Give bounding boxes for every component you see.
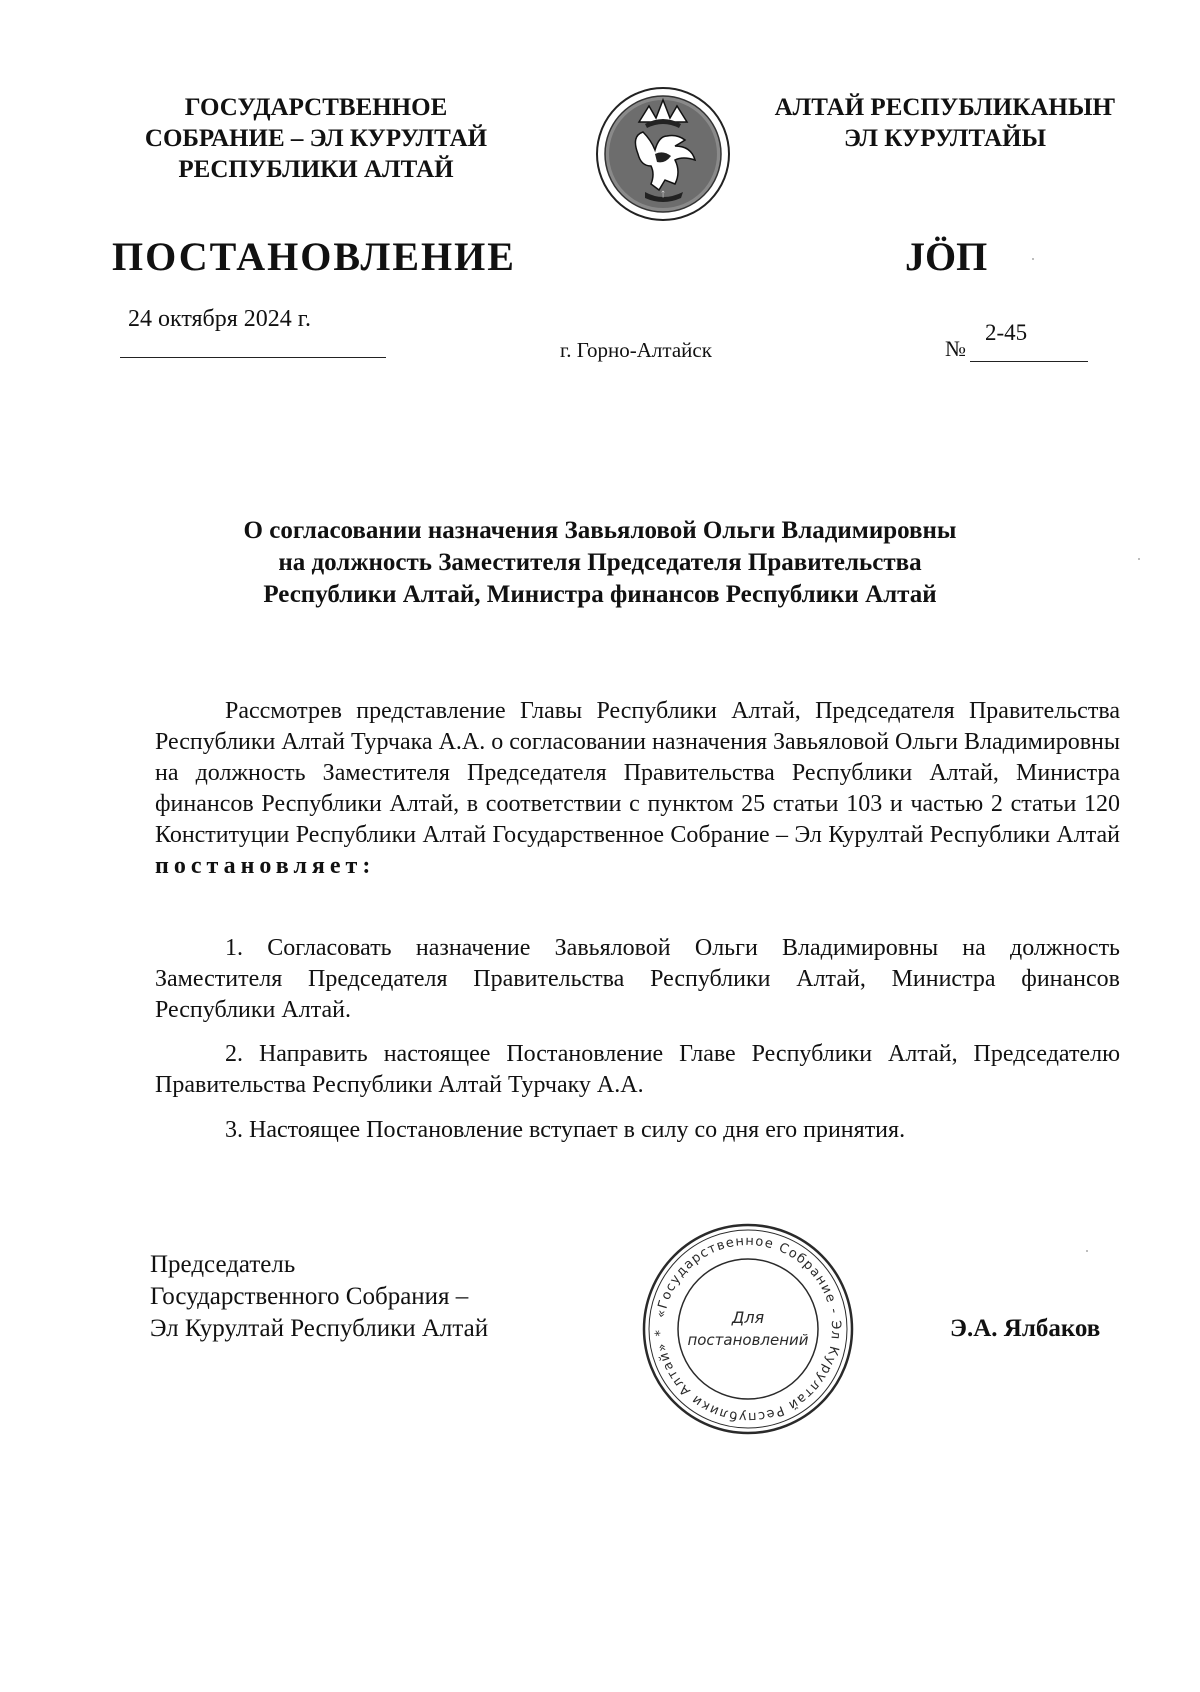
seal-center-text: Для xyxy=(731,1308,765,1327)
document-type-altai: JÖП xyxy=(905,234,988,279)
org-name-line: РЕСПУБЛИКИ АЛТАЙ xyxy=(178,156,454,183)
org-name-russian xyxy=(108,92,524,185)
signer-position-line: Председатель xyxy=(150,1251,296,1278)
coat-of-arms-icon xyxy=(593,84,733,224)
preamble-text: Рассмотрев представление Главы Республики Алтай, Председателя Правительства Республики Алтай Турчака А.А. о согласовании назначения Завьяловой Ольги Владимировны на должность Заместителя Председателя Правительства Республики Алтай, Министра финансов Республики Алтай, в соответствии с пунктом 25 статьи 103 и частью 2 статьи 120 Конституции Республики Алтай Государственное Собрание – Эл Курултай Республики Алтай xyxy=(155,698,1120,848)
preamble-paragraph xyxy=(155,696,1120,882)
signer-name: Э.А. Ялбаков xyxy=(950,1315,1101,1342)
document-type-russian: ПОСТАНОВЛЕНИЕ xyxy=(112,234,516,279)
resolution-item-3: 3. Настоящее Постановление вступает в силу со дня его принятия. xyxy=(225,1117,906,1143)
seal-center-text: постановлений xyxy=(687,1331,809,1349)
org-name-altai xyxy=(755,92,1135,154)
document-title xyxy=(140,515,1060,611)
scan-speck xyxy=(1032,258,1034,260)
document-number: 2-45 xyxy=(985,320,1028,345)
seal-ring-text: «Государственное Собрание - Эл Курултай Республики Алтай» * xyxy=(652,1233,844,1425)
scan-speck xyxy=(1138,558,1140,560)
date-underline xyxy=(120,357,386,358)
scan-speck xyxy=(1086,1250,1088,1252)
org-name-line: АЛТАЙ РЕСПУБЛИКАНЫҤ xyxy=(774,94,1116,121)
document-city: г. Горно-Алтайск xyxy=(560,338,712,362)
official-seal-stamp xyxy=(638,1219,858,1439)
org-name-line: ЭЛ КУРУЛТАЙЫ xyxy=(843,125,1047,152)
title-line: О согласовании назначения Завьяловой Ольги Владимировны xyxy=(243,517,957,544)
org-name-line: ГОСУДАРСТВЕННОЕ xyxy=(184,94,448,121)
resolution-item-1: 1. Согласовать назначение Завьяловой Ольги Владимировны на должность Заместителя Председателя Правительства Республики Алтай, Министра финансов Республики Алтай. xyxy=(155,935,1120,1023)
signer-position-line: Государственного Собрания – xyxy=(150,1283,469,1310)
org-name-line: СОБРАНИЕ – ЭЛ КУРУЛТАЙ xyxy=(144,125,488,152)
number-sign: № xyxy=(945,336,966,361)
number-underline xyxy=(970,361,1088,362)
svg-text:ᛏ: ᛏ xyxy=(660,190,666,199)
signer-position-line: Эл Курултай Республики Алтай xyxy=(150,1315,489,1342)
title-line: Республики Алтай, Министра финансов Республики Алтай xyxy=(263,581,937,608)
title-line: на должность Заместителя Председателя Правительства xyxy=(278,549,922,576)
resolves-word: постановляет: xyxy=(155,853,376,879)
resolution-item-2: 2. Направить настоящее Постановление Главе Республики Алтай, Председателю Правительства Республики Алтай Турчаку А.А. xyxy=(155,1041,1120,1098)
svg-text:«Государственное Собрание - Эл xyxy=(653,1234,843,1424)
document-date: 24 октября 2024 г. xyxy=(128,306,311,332)
signer-position xyxy=(150,1249,488,1345)
